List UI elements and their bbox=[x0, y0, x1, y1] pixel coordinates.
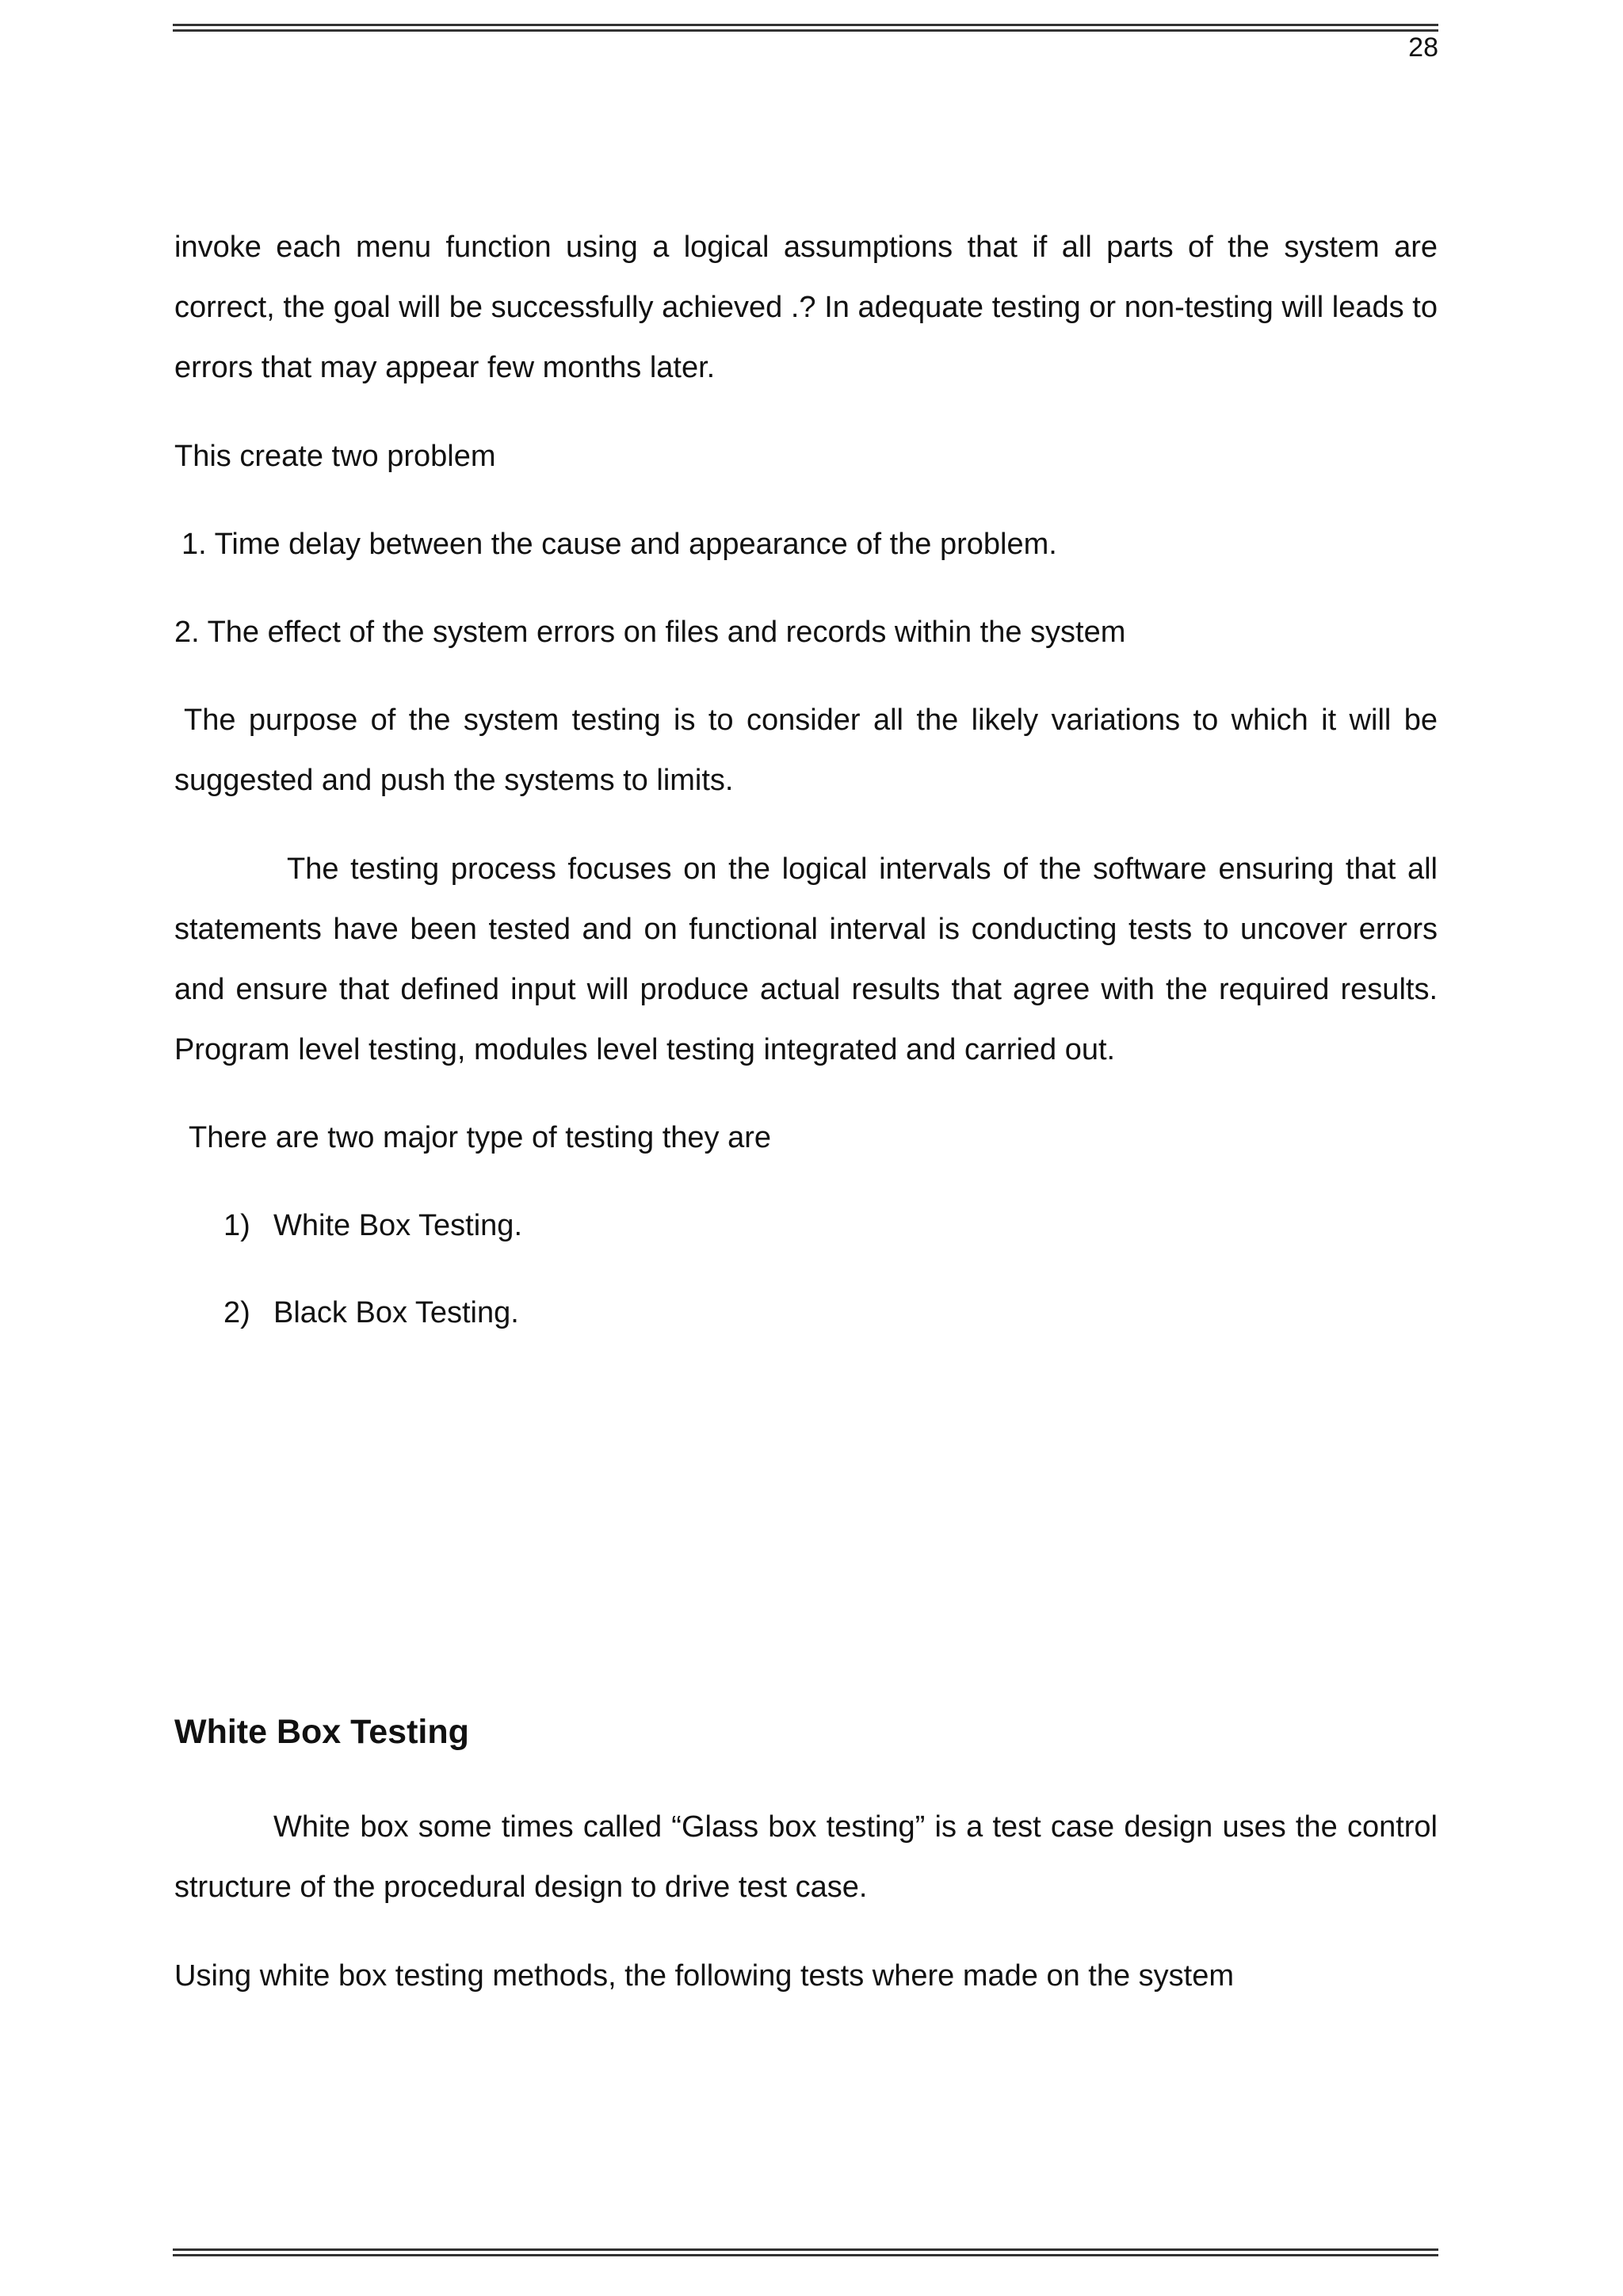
section-heading: White Box Testing bbox=[174, 1713, 469, 1751]
paragraph-white-box: White box some times called “Glass box testing” is a test case design uses the control structure of the procedural design to drive test case. bbox=[174, 1810, 1438, 1904]
problem-item-1: 1. Time delay between the cause and appearance of the problem. bbox=[181, 528, 1057, 561]
paragraph-problem-intro: This create two problem bbox=[174, 440, 496, 473]
paragraph-intro: invoke each menu function using a logical assumptions that if all parts of the system are correct, the goal will be successfully achieved .? In adequate testing or non-testing will leads to errors that may appear few months later. bbox=[174, 231, 1438, 384]
paragraph-testing-types: There are two major type of testing they are bbox=[189, 1121, 772, 1154]
paragraph-testing-process: The testing process focuses on the logical intervals of the software ensuring that all statements have been tested and on functional interval is conducting tests to uncover errors and ensure that defined input will produce actual results that agree with the required results. Program level testing, modules level testing integrated and carried out. bbox=[174, 852, 1438, 1066]
list-number: 2) bbox=[223, 1296, 250, 1329]
header-rule bbox=[173, 24, 1438, 32]
problem-item-2: 2. The effect of the system errors on files and records within the system bbox=[174, 616, 1126, 649]
list-number: 1) bbox=[223, 1209, 250, 1242]
footer-rule bbox=[173, 2248, 1438, 2256]
paragraph-white-box-tests: Using white box testing methods, the following tests where made on the system bbox=[174, 1959, 1235, 1993]
list-item-white-box: White Box Testing. bbox=[273, 1209, 523, 1242]
list-item-black-box: Black Box Testing. bbox=[273, 1296, 519, 1329]
page-number: 28 bbox=[1408, 32, 1438, 63]
paragraph-purpose: The purpose of the system testing is to consider all the likely variations to which it will be suggested and push the systems to limits. bbox=[174, 704, 1438, 797]
